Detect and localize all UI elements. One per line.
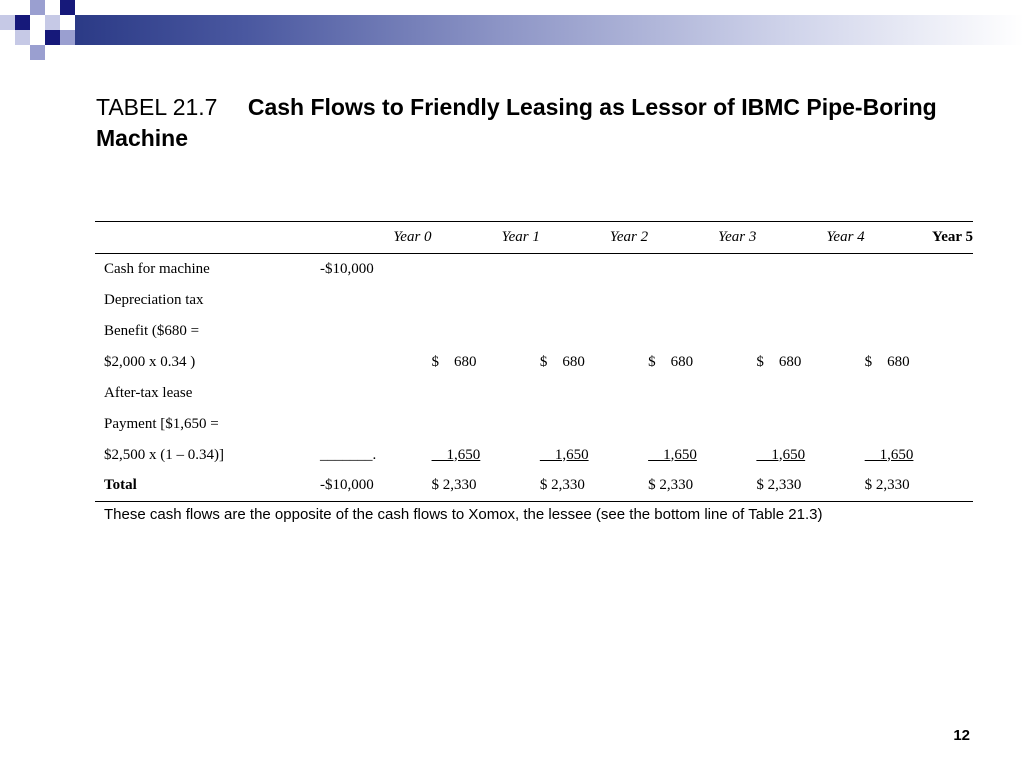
decor-square	[45, 15, 60, 30]
row-label: $2,500 x (1 – 0.34)]	[104, 446, 224, 463]
table-cell: -$10,000	[320, 471, 432, 502]
table-cell: 1,650	[648, 446, 697, 463]
table-cell	[432, 409, 540, 440]
table-cell	[540, 316, 648, 347]
header-cell: Year 1	[432, 222, 540, 254]
cash-flow-table	[95, 221, 973, 502]
header-gradient-band	[75, 15, 1024, 45]
row-label: Depreciation tax	[104, 291, 204, 308]
table-row-total	[95, 471, 973, 502]
table-cell: $ 2,330	[648, 471, 756, 502]
table-cell	[320, 378, 432, 409]
row-label: Benefit ($680 =	[104, 322, 200, 339]
table-cell	[648, 254, 756, 285]
slide-title	[96, 92, 956, 154]
row-label: Total	[95, 471, 320, 502]
table-caption: Cash Flows to Friendly Leasing as Lessor of IBMC Pipe-Boring Machine	[96, 94, 937, 151]
table-row	[95, 285, 973, 316]
table-cell: $ 680	[539, 353, 585, 370]
header-cell	[95, 222, 320, 254]
table-cell: _______.	[320, 446, 377, 463]
decor-square	[15, 30, 30, 45]
table-cell	[320, 316, 432, 347]
table-cell	[756, 378, 864, 409]
decor-square	[15, 15, 30, 30]
table-cell	[432, 285, 540, 316]
table-cell: $ 680	[648, 353, 694, 370]
table-cell: $ 680	[756, 353, 802, 370]
table-row	[95, 409, 973, 440]
table-cell	[432, 254, 540, 285]
table-cell	[540, 285, 648, 316]
table-row	[95, 378, 973, 409]
table-cell	[865, 285, 973, 316]
table-cell	[865, 316, 973, 347]
header-cell: Year 3	[648, 222, 756, 254]
table-cell: 1,650	[431, 446, 481, 463]
table-cell: -$10,000	[320, 260, 374, 277]
row-label: Cash for machine	[104, 260, 210, 277]
table-cell	[320, 285, 432, 316]
header-cell: Year 5	[865, 222, 973, 254]
table-cell	[865, 409, 973, 440]
table-cell	[432, 378, 540, 409]
table-cell: $ 680	[431, 353, 477, 370]
table-footnote: These cash flows are the opposite of the cash flows to Xomox, the lessee (see the bottom line of Table 21.3)	[104, 506, 823, 523]
row-label: $2,000 x 0.34 )	[104, 353, 196, 370]
decor-square	[0, 15, 15, 30]
table-cell	[648, 378, 756, 409]
table-cell	[756, 285, 864, 316]
table-cell	[432, 316, 540, 347]
row-label: Payment [$1,650 =	[104, 415, 219, 432]
table-row	[95, 254, 973, 285]
table-row	[95, 440, 973, 471]
table-cell	[756, 254, 864, 285]
table-cell: $ 2,330	[540, 471, 648, 502]
decor-square	[60, 30, 75, 45]
decor-square	[30, 45, 45, 60]
table-row	[95, 347, 973, 378]
table-number: TABEL 21.7	[96, 94, 218, 120]
decor-square	[45, 30, 60, 45]
table-cell: $ 2,330	[756, 471, 864, 502]
decor-square	[60, 0, 75, 15]
table-cell	[320, 347, 432, 378]
table-cell	[320, 409, 432, 440]
table-cell: 1,650	[539, 446, 589, 463]
table-cell: 1,650	[864, 446, 914, 463]
table-cell: $ 2,330	[432, 471, 540, 502]
table-cell	[648, 409, 756, 440]
table-cell	[648, 316, 756, 347]
table-cell	[865, 254, 973, 285]
row-label: After-tax lease	[104, 384, 193, 401]
table-cell	[865, 378, 973, 409]
header-cell: Year 0	[320, 222, 432, 254]
table-header-row	[95, 222, 973, 254]
table-cell: $ 2,330	[865, 471, 973, 502]
header-cell: Year 2	[540, 222, 648, 254]
table-cell: $ 680	[864, 353, 910, 370]
table-cell: 1,650	[756, 446, 806, 463]
page-number: 12	[953, 727, 970, 744]
decor-square	[30, 0, 45, 15]
table-cell	[756, 409, 864, 440]
table-cell	[540, 409, 648, 440]
table-row	[95, 316, 973, 347]
header-cell: Year 4	[756, 222, 864, 254]
table-cell	[540, 254, 648, 285]
table-cell	[648, 285, 756, 316]
table-cell	[756, 316, 864, 347]
table-cell	[540, 378, 648, 409]
